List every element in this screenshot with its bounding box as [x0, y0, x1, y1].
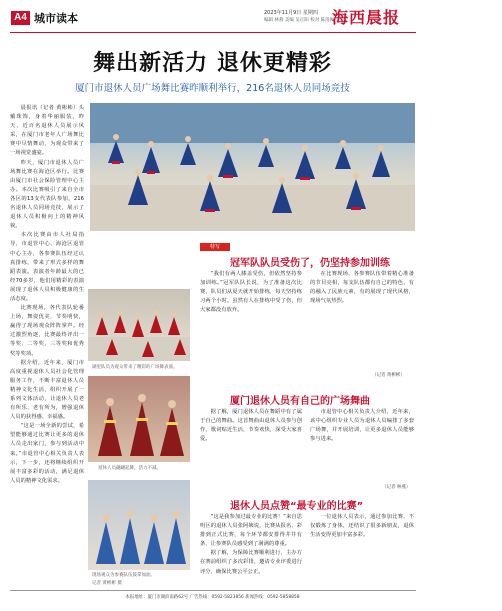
lead-paragraph: 据介绍，近年来，厦门市高度重视退休人员社会化管理服务工作，不断丰富退休人员精神文化生活，组织开展了一系列文体活动，让退休人员老有所乐、老有所为，增强退休人员的获得感、幸福感。: [10, 359, 84, 421]
header-rule: [10, 32, 416, 33]
story3-paragraph: “这是我参加过最专业的比赛！”来自思明区的退休人员张阿姨说，比赛从报名、彩排到正式比赛，每个环节都安排得井井有条，让参赛队员感受到了满满的尊重。: [200, 514, 302, 548]
page-header: [0, 0, 425, 36]
feature-tag: 特写: [200, 243, 230, 251]
story1-column-a: [200, 270, 302, 378]
editor-line: 编辑 林燕 美编 吴正阳 校对 陈清俊: [264, 18, 335, 23]
story3-column-a: [200, 513, 302, 587]
seniors-photo-caption: 退休人员翩翩起舞，活力不减。: [98, 466, 161, 471]
section-name: 城市读本: [34, 12, 78, 25]
story2-heading: 厦门退休人员有自己的广场舞曲: [230, 396, 370, 407]
seniors-illustration: [88, 376, 190, 462]
story3-paragraph: 一位退休人员表示，通过参加比赛，不仅锻炼了身体，还结识了很多新朋友，退休生活变得更加丰富多彩。: [310, 514, 414, 539]
story2-column-a: [200, 408, 302, 490]
lead-paragraph: 晨报讯（记者 黄彬彬）头戴珠饰，身着华丽服装，昨天，近百名退休人员展示风采，在厦门市老年人广场舞比赛中尽情舞动，为观众带来了一场视觉盛宴。: [10, 105, 84, 157]
red-dancers-illustration: [88, 289, 190, 361]
story2-column-b: [310, 408, 414, 482]
seniors-dance-photo: [88, 376, 190, 462]
story1-heading: 冠军队队员受伤了，仍坚持参加训练: [230, 258, 390, 269]
page-footer: 本报地址：厦门市湖滨南路62号 广告热线：0592-5823856 新闻热线：0592-5858858: [125, 595, 300, 600]
story2-paragraph: 据了解，厦门退休人员在舞蹈中有了属于自己的舞曲。这首舞曲由退休人员参与创作，歌词贴近生活，节奏欢快，深受大家喜爱。: [200, 409, 302, 443]
story2-paragraph: 市退管中心相关负责人介绍，近年来，该中心组织专业人员为退休人员编排了多套广场舞，并开展培训，让更多退休人员能够参与进来。: [310, 409, 414, 443]
mid-dance-photo: [88, 289, 190, 361]
top-photo-caption: 海沧区代表队 一舞倾城: [487, 211, 502, 230]
page-number-badge: A4: [11, 11, 30, 25]
date-line: 2023年11月9日 星期四: [264, 10, 318, 16]
story1-paragraph: 在比赛现场，各参赛队伍带着精心准备的节目亮相，每支队伍都有自己的特色，有的融入了民族元素，有的展现了现代风格，现场气氛热烈。: [310, 271, 414, 305]
story1-column-b: [310, 270, 414, 370]
headline-subtitle: 厦门市退休人员广场舞比赛昨顺利举行，216名退休人员同场竞技: [75, 83, 350, 94]
audience-photo-caption: 现场观众为参赛队伍鼓掌加油。: [92, 573, 155, 578]
story1-paragraph: “我们有两人膝盖受伤，但依然坚持参加训练。”冠军队队长说，为了准备这次比赛，队员们从夏天就开始排练，每天坚持练习两个小时。虽然有人在排练中受了伤，但大家都没有放弃。: [200, 271, 302, 314]
story3-heading: 退休人员点赞“最专业的比赛”: [230, 501, 364, 512]
story3-column-b: [310, 513, 414, 587]
headline-title: 舞出新活力 退休更精彩: [93, 51, 332, 76]
lead-paragraph: 本次比赛由市人社局指导，市退管中心、海沧区退管中心主办，各参赛队伍经过认真排练，带来了形式多样的舞蹈表演。表演者年龄最大的已经70多岁，他们用精彩的表演展现了退休人员积极健康的生活态度。: [10, 232, 84, 302]
story3-paragraph: 据了解，为保障比赛顺利进行，主办方在赛前组织了多次彩排，邀请专业评委进行评分，确保比赛公平公正。: [200, 550, 302, 575]
dancers-illustration: [90, 103, 415, 231]
lead-paragraph: “这是一场全新的尝试，希望能够通过比赛让更多的退休人员走出家门，参与到活动中来。”市退管中心相关负责人表示，下一步，还将继续组织开展丰富多彩的活动，满足退休人员的精神文化需求。: [10, 423, 84, 484]
mid-photo-caption: 湖里队员为观众带来了精彩的广场舞表演。: [92, 365, 178, 370]
newspaper-logo: 海西晨报: [332, 8, 401, 27]
audience-photo: [88, 480, 190, 570]
top-dance-photo: [90, 103, 502, 231]
lead-column: [10, 104, 84, 584]
lead-paragraph: 比赛现场，各代表队轮番上场，舞姿优美，节奏明快，赢得了现场观众阵阵掌声。经过激烈角逐，比赛最终评出一等奖、二等奖、三等奖和优秀奖等奖项。: [10, 305, 84, 357]
story2-credit: （记者 林燕）: [382, 485, 411, 490]
audience-illustration: [88, 480, 190, 570]
lead-paragraph: 昨天，厦门市退休人员广场舞比赛在海沧区举行。比赛由厦门市社会保险管理中心主办。本次比赛吸引了来自全市各区的13支代表队参加，216名退休人员同场竞技，展示了退休人员积极向上的精神风貌。: [10, 159, 84, 230]
audience-photo-credit: 记者 黄彬彬 摄: [92, 581, 122, 586]
footer-rule: [10, 590, 416, 591]
story1-credit: （记者 黄彬彬）: [372, 373, 405, 378]
